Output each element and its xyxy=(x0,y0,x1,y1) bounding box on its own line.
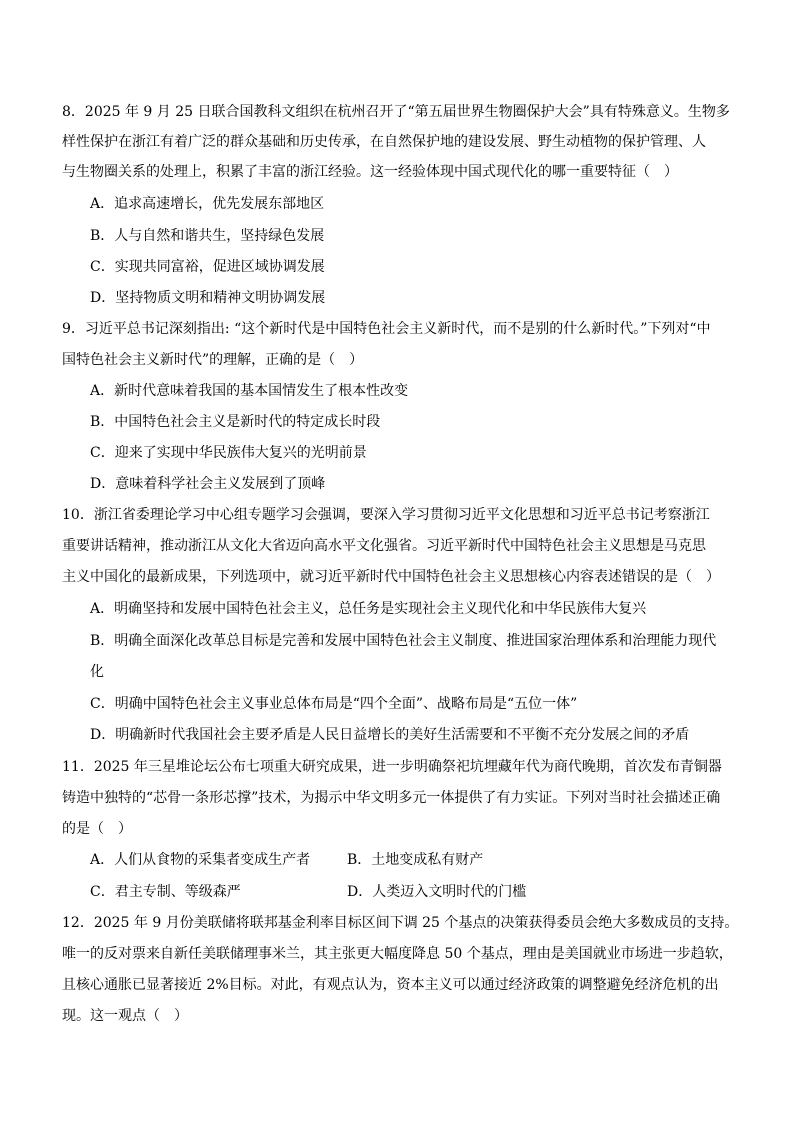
question-10-option-c[interactable]: C．明确中国特色社会主义事业总体布局是“四个全面”、战略布局是“五位一体” xyxy=(90,696,578,712)
question-9-option-c[interactable]: C．迎来了实现中华民族伟大复兴的光明前景 xyxy=(90,445,367,461)
question-12-stem-line-4: 现。这一观点（ ） xyxy=(62,1008,188,1024)
question-8-option-c[interactable]: C．实现共同富裕，促进区域协调发展 xyxy=(90,259,325,275)
question-10-stem-line-3: 主义中国化的最新成果，下列选项中，就习近平新时代中国特色社会主义思想核心内容表述错误的是（ ） xyxy=(62,569,720,585)
question-12-stem-line-1: 12．2025 年 9 月份美联储将联邦基金利率目标区间下调 25 个基点的决策获得委员会绝大多数成员的支持。 xyxy=(62,915,739,931)
question-11-option-a[interactable]: A．人们从食物的采集者变成生产者 xyxy=(90,852,311,868)
question-8-option-b[interactable]: B．人与自然和谐共生，坚持绿色发展 xyxy=(90,228,325,244)
question-10-option-b[interactable]: B．明确全面深化改革总目标是完善和发展中国特色社会主义制度、推进国家治理体系和治理能力现代 xyxy=(90,633,717,649)
question-10-stem-line-1: 10．浙江省委理论学习中心组专题学习会强调，要深入学习贯彻习近平文化思想和习近平总书记考察浙江 xyxy=(62,507,710,523)
question-9-option-b[interactable]: B．中国特色社会主义是新时代的特定成长时段 xyxy=(90,414,381,430)
question-9-option-d[interactable]: D．意味着科学社会主义发展到了顶峰 xyxy=(90,476,326,492)
question-10-option-b-continued: 化 xyxy=(90,664,104,680)
question-12-stem-line-3: 且核心通胀已显著接近 2%目标。对此，有观点认为，资本主义可以通过经济政策的调整避免经济危机的出 xyxy=(62,977,719,993)
question-10-stem-line-2: 重要讲话精神，推动浙江从文化大省迈向高水平文化强省。习近平新时代中国特色社会主义思想是马克思 xyxy=(62,538,706,554)
question-11-option-c[interactable]: C．君主专制、等级森严 xyxy=(90,884,241,900)
question-9-stem-line-1: 9．习近平总书记深刻指出: “这个新时代是中国特色社会主义新时代，而不是别的什么新时代。”下列对“中 xyxy=(62,321,711,337)
question-11-stem-line-2: 铸造中独特的“芯骨一条形芯撑”技术，为揭示中华文明多元一体提供了有力实证。下列对当时社会描述正确 xyxy=(62,790,721,806)
question-8-stem-line-3: 与生物圈关系的处理上，积累了丰富的浙江经验。这一经验体现中国式现代化的哪一重要特征（ ） xyxy=(62,164,678,180)
question-8-option-d[interactable]: D．坚持物质文明和精神文明协调发展 xyxy=(90,290,326,306)
question-8-stem-line-2: 样性保护在浙江有着广泛的群众基础和历史传承，在自然保护地的建设发展、野生动植物的保护管理、人 xyxy=(62,134,706,150)
question-9-stem-line-2: 国特色社会主义新时代”的理解，正确的是（ ） xyxy=(62,352,364,368)
question-8-stem-line-1: 8．2025 年 9 月 25 日联合国教科文组织在杭州召开了“第五届世界生物圈保护大会”具有特殊意义。生物多 xyxy=(62,104,730,120)
question-11-option-d[interactable]: D．人类迈入文明时代的门槛 xyxy=(347,884,527,900)
question-11-stem-line-3: 的是（ ） xyxy=(62,821,132,837)
question-12-stem-line-2: 唯一的反对票来自新任美联储理事米兰，其主张更大幅度降息 50 个基点，理由是美国就业市场进一步趋软， xyxy=(62,946,733,962)
question-10-option-a[interactable]: A．明确坚持和发展中国特色社会主义，总任务是实现社会主义现代化和中华民族伟大复兴 xyxy=(90,601,647,617)
question-11-option-b[interactable]: B．土地变成私有财产 xyxy=(347,852,484,868)
question-11-stem-line-1: 11．2025 年三星堆论坛公布七项重大研究成果，进一步明确祭祀坑埋藏年代为商代晚期，首次发布青铜器 xyxy=(62,759,722,775)
question-10-option-d[interactable]: D．明确新时代我国社会主要矛盾是人民日益增长的美好生活需要和不平衡不充分发展之间的矛盾 xyxy=(90,727,690,743)
question-9-option-a[interactable]: A．新时代意味着我国的基本国情发生了根本性改变 xyxy=(90,383,409,399)
question-8-option-a[interactable]: A．追求高速增长，优先发展东部地区 xyxy=(90,196,325,212)
